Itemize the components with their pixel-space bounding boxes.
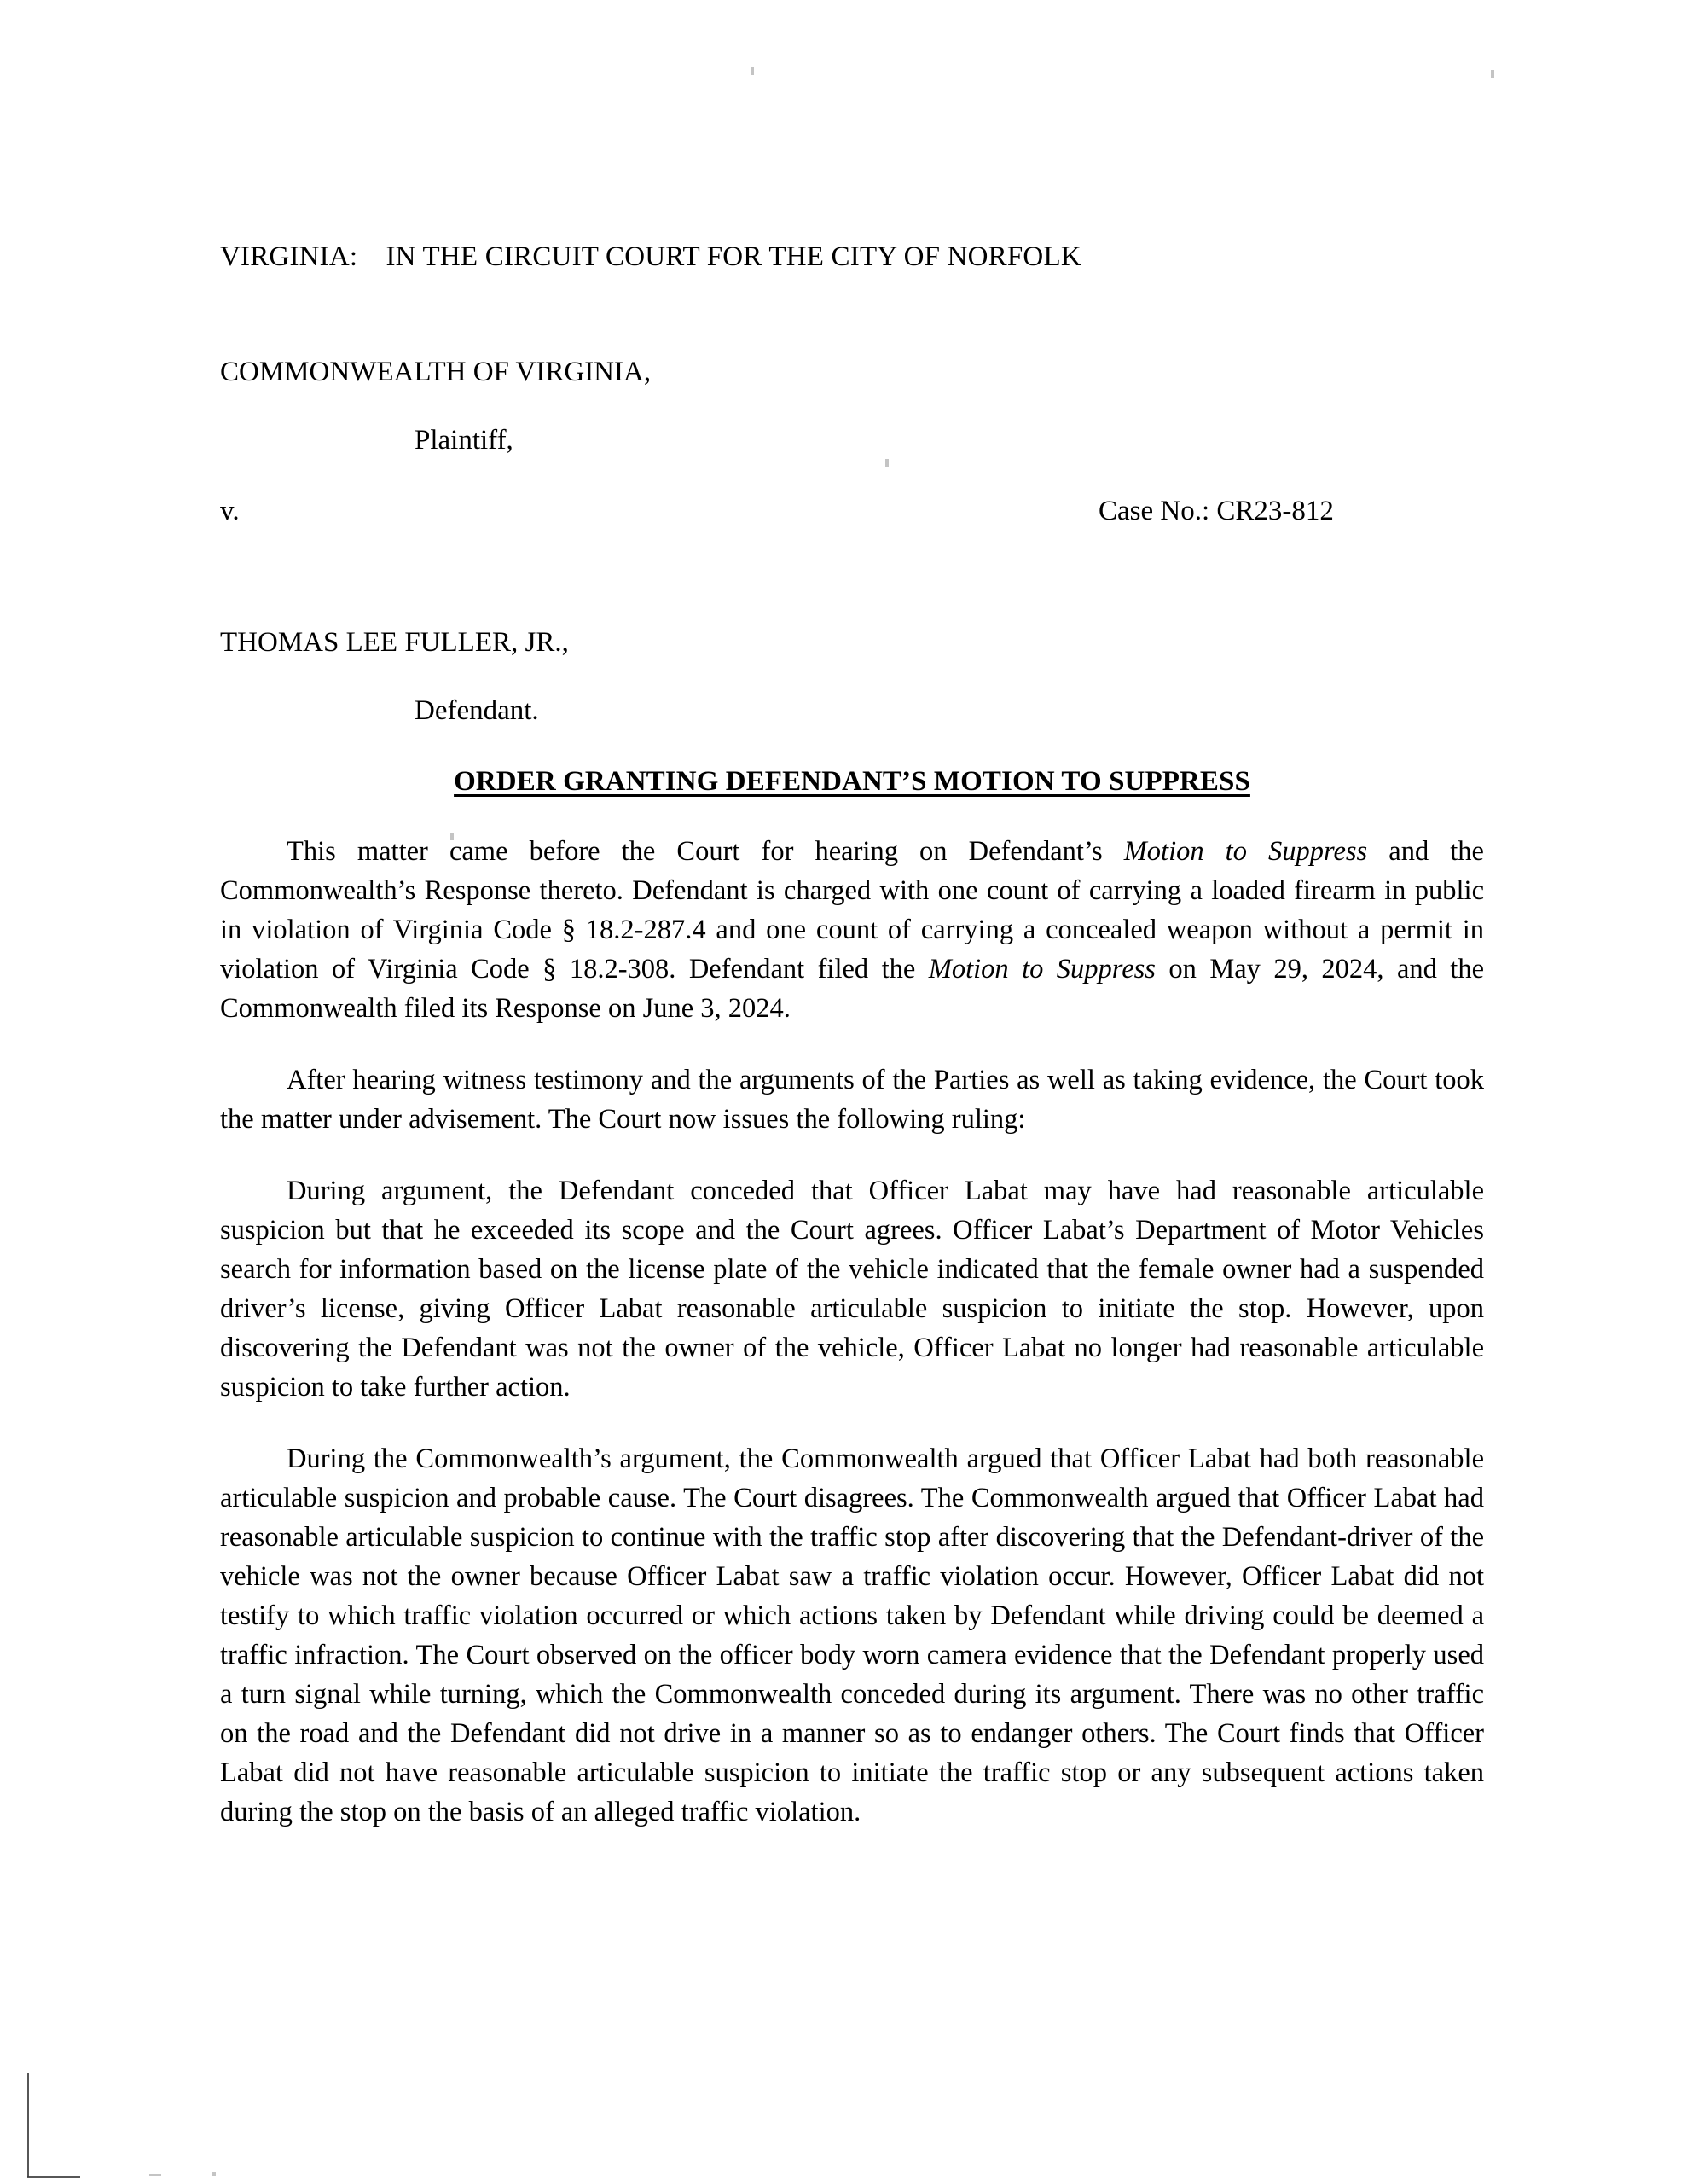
case-number: Case No.: CR23-812 — [1099, 496, 1334, 526]
versus-row — [220, 496, 1484, 533]
order-title: ORDER GRANTING DEFENDANT’S MOTION TO SUPPRESS — [454, 766, 1250, 797]
plaintiff-role-label: Plaintiff, — [415, 425, 513, 456]
body-paragraph-4: During the Commonwealth’s argument, the Commonwealth argued that Officer Labat had both reasonable articulable suspicion and probable cause. The Court disagrees. The Commonwealth argued that Officer Labat had reasonable articulable suspicion to continue with the traffic stop after discovering that the Defendant-driver of the vehicle was not the owner because Officer Labat saw a traffic violation occur. However, Officer Labat did not testify to which traffic violation occurred or which actions taken by Defendant while driving could be deemed a traffic infraction. The Court observed on the officer body worn camera evidence that the Defendant properly used a turn signal while turning, which the Commonwealth conceded during its argument. There was no other traffic on the road and the Defendant did not drive in a manner so as to endanger others. The Court finds that Officer Labat did not have reasonable articulable suspicion to initiate the traffic stop or any subsequent actions taken during the stop on the basis of an alleged traffic violation. — [220, 1443, 1484, 1827]
para1-italic-motion-2: Motion to Suppress — [928, 954, 1156, 985]
defendant-role-label: Defendant. — [415, 695, 539, 726]
scan-edge-artifact-left — [27, 2073, 29, 2177]
para1-text-part-3: on May 29, 2024, and the Commonwealth filed its Response on June 3, 2024. — [220, 954, 1485, 1024]
para1-text-part-2: and the Commonwealth’s Response thereto. Defendant is charged with one count of carrying a loaded firearm in public in violation of Virginia Code § 18.2-287.4 and one count of carrying a concealed weapon without a permit in violation of Virginia Code § 18.2-308. Defendant filed the — [220, 836, 1484, 985]
scan-speck — [212, 2172, 216, 2176]
defendant-name: THOMAS LEE FULLER, JR., — [220, 627, 569, 658]
jurisdiction-heading: VIRGINIA: IN THE CIRCUIT COURT FOR THE CITY OF NORFOLK — [220, 241, 1081, 272]
body-paragraph-2: After hearing witness testimony and the arguments of the Parties as well as taking evidence, the Court took the matter under advisement. The Court now issues the following ruling: — [220, 1065, 1484, 1135]
document-content — [220, 0, 1484, 1860]
versus-label: v. — [220, 496, 240, 526]
para1-text-part-1: This matter came before the Court for hearing on Defendant’s — [287, 836, 1124, 867]
scan-speck — [1491, 70, 1494, 78]
scan-edge-artifact-bottom — [27, 2176, 80, 2178]
scan-speck — [149, 2174, 161, 2176]
para1-italic-motion-1: Motion to Suppress — [1123, 836, 1368, 867]
body-paragraph-3: During argument, the Defendant conceded that Officer Labat may have had reasonable articulable suspicion but that he exceeded its scope and the Court agrees. Officer Labat’s Department of Motor Vehicles search for information based on the license plate of the vehicle indicated that the female owner had a suspended driver’s license, giving Officer Labat reasonable articulable suspicion to initiate the stop. However, upon discovering the Defendant was not the owner of the vehicle, Officer Labat no longer had reasonable articulable suspicion to take further action. — [220, 1176, 1484, 1403]
plaintiff-name: COMMONWEALTH OF VIRGINIA, — [220, 357, 652, 387]
body-paragraph-1 — [220, 832, 1484, 1028]
